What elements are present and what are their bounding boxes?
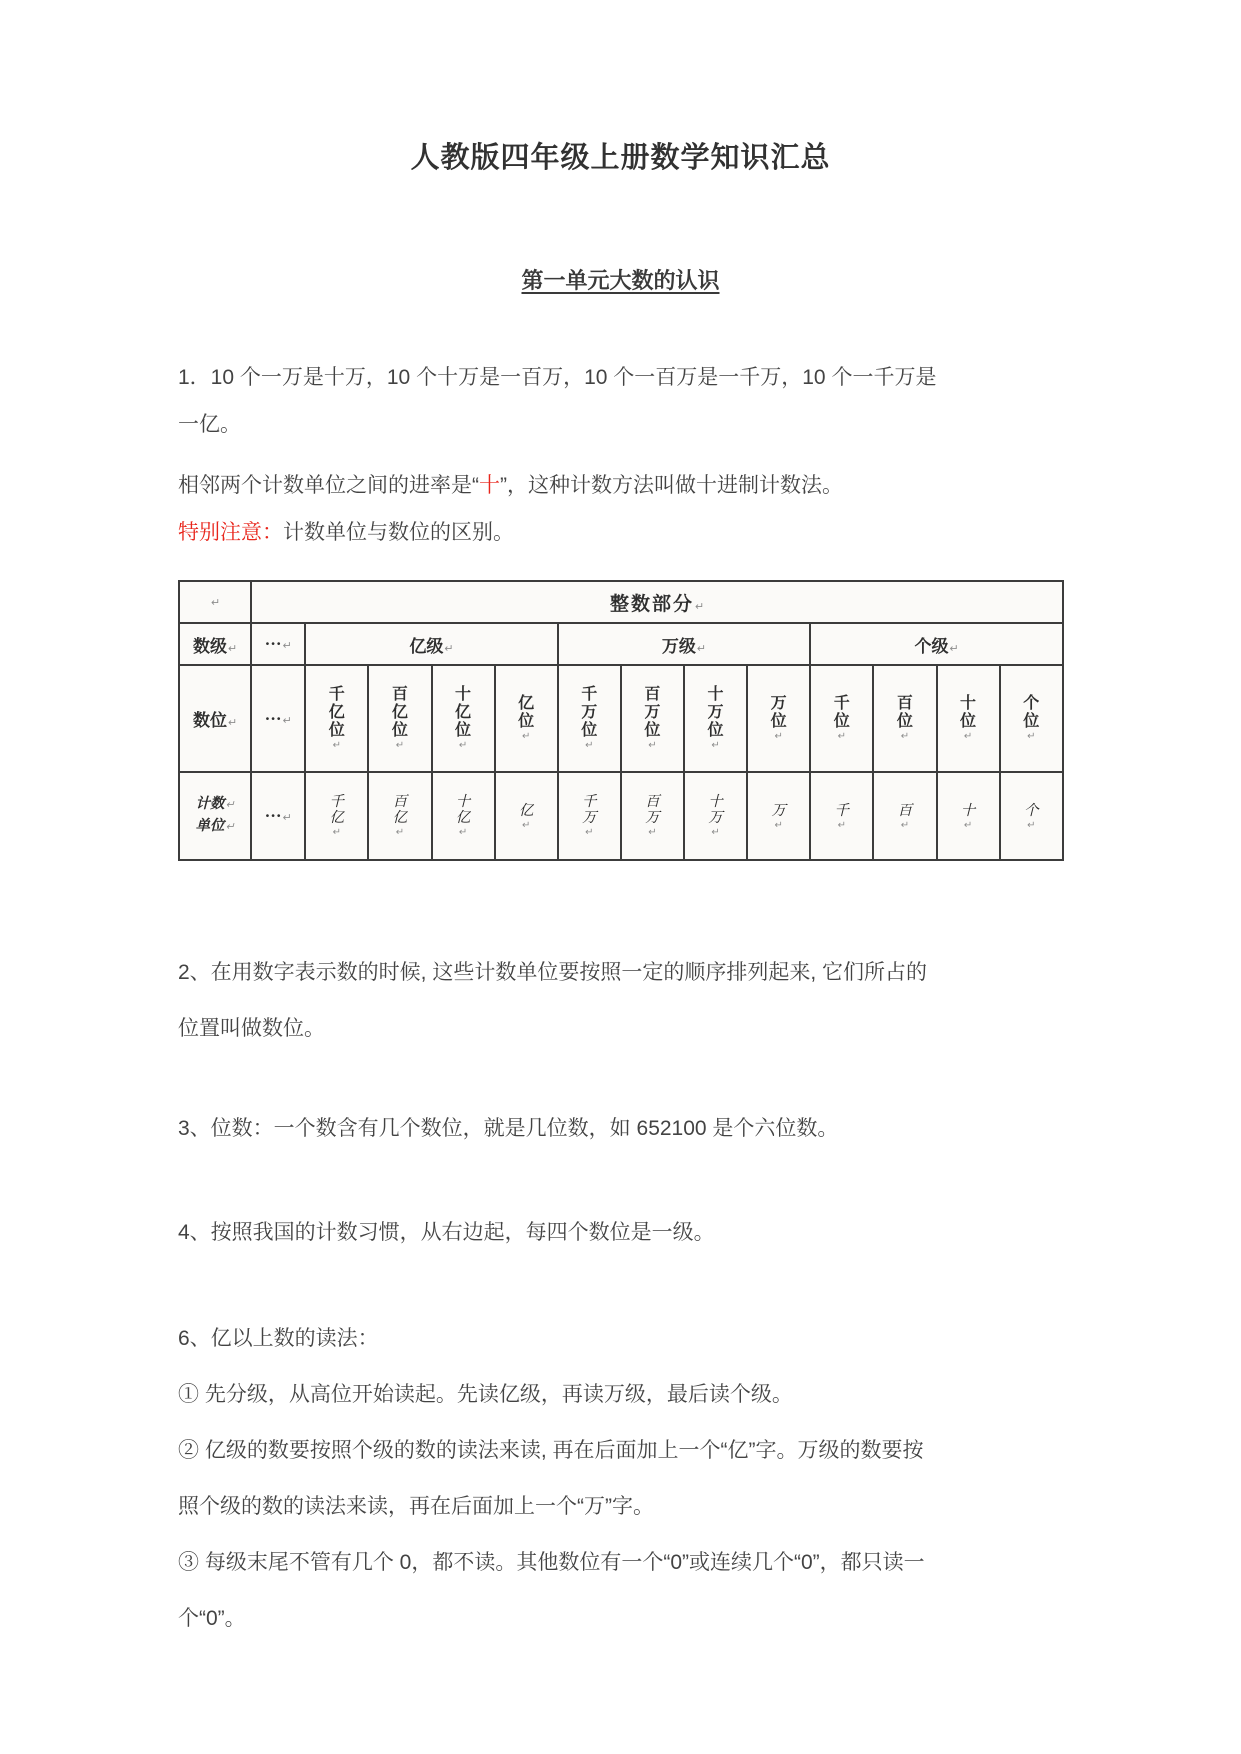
digit-cell-5: 百万位 ↵	[621, 665, 684, 772]
return-mark: ↵	[395, 739, 405, 751]
digit-cell-11: 个位 ↵	[1000, 665, 1063, 772]
table-corner-cell	[179, 581, 251, 623]
paragraph-6-item-2-line-1: ② 亿级的数要按照个级的数的读法来读, 再在后面加上一个“亿”字。万级的数要按	[178, 1439, 924, 1462]
return-mark: ↵	[900, 730, 910, 742]
digit-cell-3: 亿位 ↵	[495, 665, 558, 772]
digit-ellipsis-cell: ···↵	[251, 665, 305, 772]
table-row-levels	[179, 623, 1063, 665]
note-label: 特别注意：	[178, 521, 283, 544]
paragraph-2	[178, 945, 1063, 1057]
paragraph-6-item-3-line-2: 个“0”。	[178, 1607, 246, 1630]
table-row-counting-units	[179, 772, 1063, 860]
note-text: 计数单位与数位的区别。	[283, 521, 514, 544]
return-mark: ↵	[774, 819, 783, 831]
return-mark: ↵	[227, 717, 238, 729]
integer-part-header: 整数部分↵	[251, 581, 1063, 623]
return-mark: ↵	[521, 730, 531, 742]
return-mark: ↵	[837, 730, 846, 742]
digit-row-label: 数位↵	[179, 665, 251, 772]
rate-line-after: ”，这种计数方法叫做十进制计数法。	[500, 474, 843, 497]
return-mark: ↵	[444, 642, 454, 655]
paragraph-1-line-1: 1．10 个一万是十万，10 个十万是一百万，10 个一百万是一千万，10 个一千万是	[178, 366, 937, 389]
return-mark: ↵	[837, 819, 846, 831]
return-mark: ↵	[963, 730, 973, 742]
return-mark: ↵	[1027, 730, 1036, 742]
return-mark: ↵	[694, 600, 705, 613]
level-row-label: 数级↵	[179, 623, 251, 665]
unit-cell-4: 千万 ↵	[558, 772, 621, 860]
rate-line	[178, 462, 1063, 509]
unit-cell-8: 千 ↵	[810, 772, 873, 860]
doc-title: 人教版四年级上册数学知识汇总	[410, 142, 831, 174]
return-mark: ↵	[648, 739, 657, 751]
return-mark: ↵	[774, 730, 783, 742]
digit-cell-6: 十万位 ↵	[684, 665, 747, 772]
unit-ellipsis-cell: ···↵	[251, 772, 305, 860]
paragraph-6-item-2-line-2: 照个级的数的读法来读，再在后面加上一个“万”字。	[178, 1495, 654, 1518]
digit-cell-1: 百亿位 ↵	[368, 665, 431, 772]
return-mark: ↵	[225, 821, 235, 833]
unit-cell-9: 百 ↵	[873, 772, 936, 860]
return-mark: ↵	[458, 827, 468, 839]
return-mark: ↵	[585, 827, 594, 839]
rate-line-before: 相邻两个计数单位之间的进率是“	[178, 474, 479, 497]
return-mark: ↵	[648, 827, 657, 839]
digit-cell-10: 十位 ↵	[937, 665, 1000, 772]
unit-cell-2: 十亿 ↵	[432, 772, 495, 860]
section-heading-text: 第一单元大数的认识	[521, 268, 720, 293]
table-row-integer-part	[179, 581, 1063, 623]
unit-cell-0: 千亿 ↵	[305, 772, 368, 860]
return-mark: ↵	[210, 597, 221, 609]
paragraph-6	[178, 1311, 1063, 1647]
digit-cell-8: 千位 ↵	[810, 665, 873, 772]
return-mark: ↵	[711, 827, 720, 839]
unit-cell-6: 十万 ↵	[684, 772, 747, 860]
paragraph-6-item-3-line-1: ③ 每级末尾不管有几个 0，都不读。其他数位有一个“0”或连续几个“0”，都只读一	[178, 1551, 925, 1574]
return-mark: ↵	[963, 819, 973, 831]
paragraph-2-line-2: 位置叫做数位。	[178, 1017, 325, 1040]
return-mark: ↵	[900, 819, 910, 831]
paragraph-4: 4、按照我国的计数习惯，从右边起，每四个数位是一级。	[178, 1221, 715, 1244]
digit-cell-4: 千万位 ↵	[558, 665, 621, 772]
return-mark: ↵	[225, 799, 235, 812]
return-mark: ↵	[458, 739, 468, 751]
place-value-table-image	[178, 580, 1063, 861]
level-ellipsis-cell: ···↵	[251, 623, 305, 665]
paragraph-1-line-2: 一亿。	[178, 413, 241, 436]
unit-cell-5: 百万 ↵	[621, 772, 684, 860]
return-mark: ↵	[711, 739, 720, 751]
paragraph-1	[178, 354, 1063, 448]
return-mark: ↵	[282, 714, 292, 727]
unit-cell-7: 万 ↵	[747, 772, 810, 860]
place-value-table	[178, 580, 1064, 861]
return-mark: ↵	[521, 819, 531, 831]
return-mark: ↵	[949, 642, 959, 655]
level-group-yi: 亿级↵	[305, 623, 558, 665]
return-mark: ↵	[332, 739, 341, 751]
digit-cell-2: 十亿位 ↵	[432, 665, 495, 772]
unit-cell-3: 亿 ↵	[495, 772, 558, 860]
return-mark: ↵	[332, 827, 341, 839]
unit-cell-11: 个 ↵	[1000, 772, 1063, 860]
return-mark: ↵	[395, 827, 405, 839]
level-group-wan: 万级↵	[558, 623, 811, 665]
unit-row-label: 计数↵ 单位↵	[179, 772, 251, 860]
rate-red-highlight: 十	[479, 474, 500, 497]
digit-cell-9: 百位 ↵	[873, 665, 936, 772]
return-mark: ↵	[585, 739, 594, 751]
unit-cell-10: 十 ↵	[937, 772, 1000, 860]
paragraph-6-intro: 6、亿以上数的读法：	[178, 1327, 379, 1350]
return-mark: ↵	[282, 640, 292, 652]
return-mark: ↵	[696, 642, 707, 655]
table-row-digits	[179, 665, 1063, 772]
paragraph-3: 3、位数：一个数含有几个数位，就是几位数，如 652100 是个六位数。	[178, 1117, 839, 1140]
section-heading	[178, 266, 1063, 296]
paragraph-2-line-1: 2、在用数字表示数的时候, 这些计数单位要按照一定的顺序排列起来, 它们所占的	[178, 961, 928, 984]
paragraph-6-item-1: ① 先分级，从高位开始读起。先读亿级，再读万级，最后读个级。	[178, 1383, 793, 1406]
return-mark: ↵	[282, 812, 292, 824]
return-mark: ↵	[227, 642, 238, 655]
digit-cell-7: 万位 ↵	[747, 665, 810, 772]
note-line	[178, 509, 1063, 556]
digit-cell-0: 千亿位 ↵	[305, 665, 368, 772]
unit-cell-1: 百亿 ↵	[368, 772, 431, 860]
level-group-ge: 个级↵	[810, 623, 1063, 665]
return-mark: ↵	[1027, 819, 1036, 831]
